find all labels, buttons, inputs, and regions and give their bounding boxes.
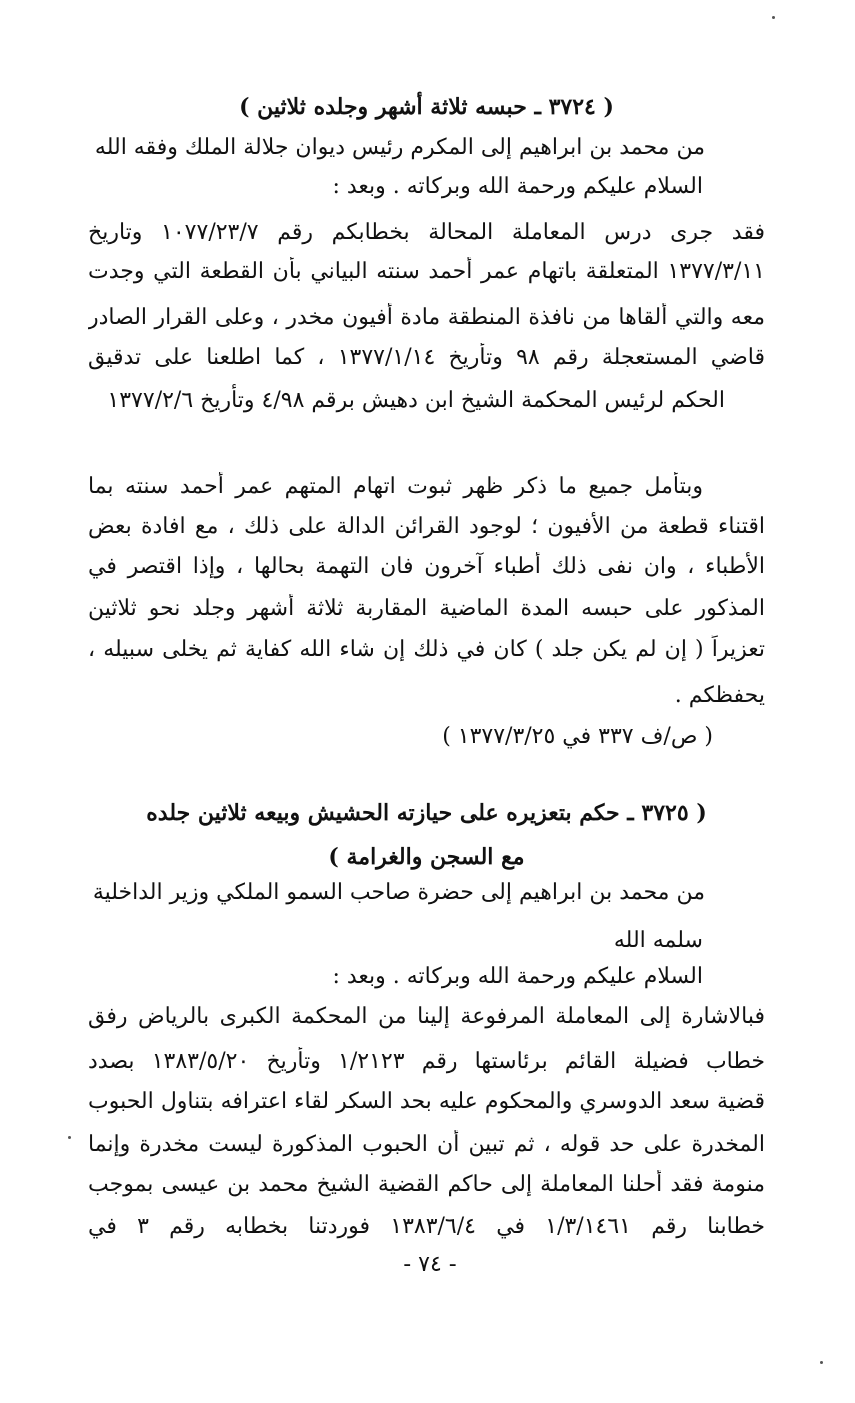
paragraph-line: المذكور على حبسه المدة الماضية المقاربة ثلاثة أشهر وجلد نحو ثلاثين xyxy=(88,596,765,621)
paragraph-line: اقتناء قطعة من الأفيون ؛ لوجود القرائن الدالة على ذلك ، مع افادة بعض xyxy=(88,514,765,539)
section-heading: مع السجن والغرامة ) xyxy=(328,844,525,870)
paragraph-line: معه والتي ألقاها من نافذة المنطقة مادة أفيون مخدر ، وعلى القرار الصادر xyxy=(88,305,765,330)
scan-speck xyxy=(68,1136,71,1139)
paragraph-line: فبالاشارة إلى المعاملة المرفوعة إلينا من المحكمة الكبرى بالرياض رفق xyxy=(88,1004,765,1029)
paragraph-line: الحكم لرئيس المحكمة الشيخ ابن دهيش برقم ٤/٩٨ وتأريخ ١٣٧٧/٢/٦ xyxy=(107,388,725,413)
salutation: السلام عليكم ورحمة الله وبركاته . وبعد : xyxy=(332,174,703,199)
letter-sender-line: من محمد بن ابراهيم إلى حضرة صاحب السمو الملكي وزير الداخلية xyxy=(92,880,705,905)
paragraph-line: خطابنا رقم ١/٣/١٤٦١ في ١٣٨٣/٦/٤ فوردتنا بخطابه رقم ٣ في xyxy=(88,1214,765,1239)
paragraph-line: فقد جرى درس المعاملة المحالة بخطابكم رقم ١٠٧٧/٢٣/٧ وتاريخ xyxy=(88,220,765,245)
paragraph-line: منومة فقد أحلنا المعاملة إلى حاكم القضية الشيخ محمد بن عيسى بموجب xyxy=(88,1172,765,1197)
salutation: السلام عليكم ورحمة الله وبركاته . وبعد : xyxy=(332,964,703,989)
paragraph-line: ١٣٧٧/٣/١١ المتعلقة باتهام عمر أحمد سنته البياني بأن القطعة التي وجدت xyxy=(88,259,765,284)
paragraph-line: يحفظكم . xyxy=(674,683,765,708)
reference-line: ( ص/ف ٣٣٧ في ١٣٧٧/٣/٢٥ ) xyxy=(442,724,713,749)
closing-line: سلمه الله xyxy=(613,928,703,953)
paragraph-line: وبتأمل جميع ما ذكر ظهر ثبوت اتهام المتهم عمر أحمد سنته بما xyxy=(88,474,703,499)
paragraph-line: قاضي المستعجلة رقم ٩٨ وتأريخ ١٣٧٧/١/١٤ ، كما اطلعنا على تدقيق xyxy=(88,345,765,370)
paragraph-line: قضية سعد الدوسري والمحكوم عليه بحد السكر لقاء اعترافه بتناول الحبوب xyxy=(88,1089,765,1114)
paragraph-line: خطاب فضيلة القائم برئاستها رقم ١/٢١٢٣ وتأريخ ١٣٨٣/٥/٢٠ بصدد xyxy=(88,1049,765,1074)
section-heading: ( ٣٧٢٤ ـ حبسه ثلاثة أشهر وجلده ثلاثين ) xyxy=(239,94,614,120)
scan-speck xyxy=(820,1361,823,1364)
paragraph-line: تعزيراً ( إن لم يكن جلد ) كان في ذلك إن شاء الله كفاية ثم يخلى سبيله ، xyxy=(88,637,765,662)
section-heading: ( ٣٧٢٥ ـ حكم بتعزيره على حيازته الحشيش وبيعه ثلاثين جلده xyxy=(146,800,707,826)
paragraph-line: الأطباء ، وان نفى ذلك أطباء آخرون فان التهمة بحالها ، وإذا اقتصر في xyxy=(88,554,765,579)
scan-speck xyxy=(772,16,775,19)
letter-sender-line: من محمد بن ابراهيم إلى المكرم رئيس ديوان جلالة الملك وفقه الله xyxy=(94,135,705,160)
paragraph-line: المخدرة على حد قوله ، ثم تبين أن الحبوب المذكورة ليست مخدرة وإنما xyxy=(88,1132,765,1157)
page-number: - ٧٤ - xyxy=(403,1252,457,1277)
